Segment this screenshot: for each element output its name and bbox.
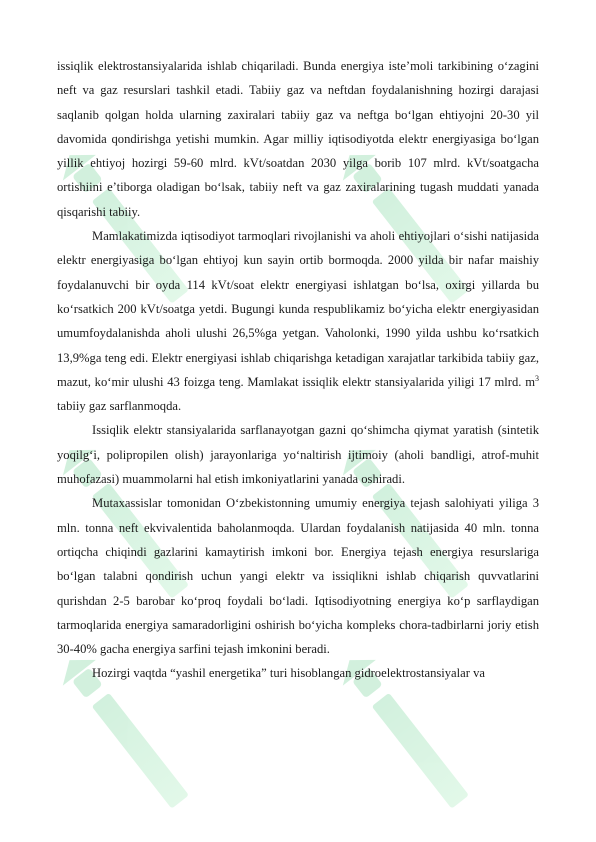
- superscript-unit: 3: [535, 373, 539, 383]
- document-body: [57, 54, 539, 686]
- paragraph: Hozirgi vaqtda “yashil energetika” turi hisoblangan gidroelektrostansiyalar va: [92, 666, 485, 681]
- paragraph: Issiqlik elektr stansiyalarida sarflanayotgan gazni qo‘shimcha qiymat yaratish (sintetik yoqilg‘i, polipropilen olish) jarayonlariga yo‘naltirish ijtimoiy (aholi bandligi, atrof-muhit muhofazasi) muammolarni hal etish imkoniyatlarini yanada oshiradi.: [57, 423, 539, 487]
- paragraph-text-tail: tabiiy gaz sarflanmoqda.: [57, 399, 182, 414]
- paragraph-text: Mamlakatimizda iqtisodiyot tarmoqlari rivojlanishi va aholi ehtiyojlari o‘sishi natijasida elektr energiyasiga bo‘lgan ehtiyoj kun sayin ortib bormoqda. 2000 yilda bir nafar maishiy foydalanuvchi bir oyda 114 kVt/soat elektr energiyasi ishlatgan bo‘lsa, oxirgi yillarda bu ko‘rsatkich 200 kVt/soatga yetdi. Bugungi kunda respublikamiz bo‘yicha elektr energiyasidan umumfoydalanishda aholi ulushi 26,5%ga yetgan. Vaholonki, 1990 yilda ushbu ko‘rsatkich 13,9%ga teng edi. Elektr energiyasi ishlab chiqarishga ketadigan xarajatlar tarkibida tabiiy gaz, mazut, ko‘mir ulushi 43 foizga teng. Mamlakat issiqlik elektr stansiyalarida yiligi 17 mlrd. m: [57, 229, 539, 389]
- paragraph: issiqlik elektrostansiyalarida ishlab chiqariladi. Bunda energiya iste’moli tarkibining o‘zagini neft va gaz resurslari tashkil etadi. Tabiiy gaz va neftdan foydalanishning hozirgi darajasi saqlanib qolgan holda ularning zaxiralari tabiiy gaz va neftga bo‘lgan ehtiyojni 20-30 yil davomida qondirishga yetishi mumkin. Agar milliy iqtisodiyotda elektr energiyasiga bo‘lgan yillik ehtiyoj hozirgi 59-60 mlrd. kVt/soatdan 2030 yilga borib 107 mlrd. kVt/soatgacha ortishiini e’tiborga oladigan bo‘lsak, tabiiy neft va gaz zaxiralarining tugash muddati yanada qisqarishi tabiiy.: [57, 59, 539, 219]
- paragraph: Mutaxassislar tomonidan O‘zbekistonning umumiy energiya tejash salohiyati yiliga 3 mln. tonna neft ekvivalentida baholanmoqda. Ulardan foydalanish natijasida 40 mln. tonna ortiqcha chiqindi gazlarini kamaytirish imkoni bor. Energiya tejash energiya resurslariga bo‘lgan talabni qondirish uchun yangi elektr va issiqlikni ishlab chiqarish quvvatlarini qurishdan 2-5 barobar ko‘proq foydali bo‘ladi. Iqtisodiyotning energiya ko‘p sarflaydigan tarmoqlarida energiya samaradorligini oshirish bo‘yicha kompleks chora-tadbirlarni joriy etish 30-40% gacha energiya sarfini tejash imkonini beradi.: [57, 496, 539, 657]
- paragraph: [57, 224, 539, 418]
